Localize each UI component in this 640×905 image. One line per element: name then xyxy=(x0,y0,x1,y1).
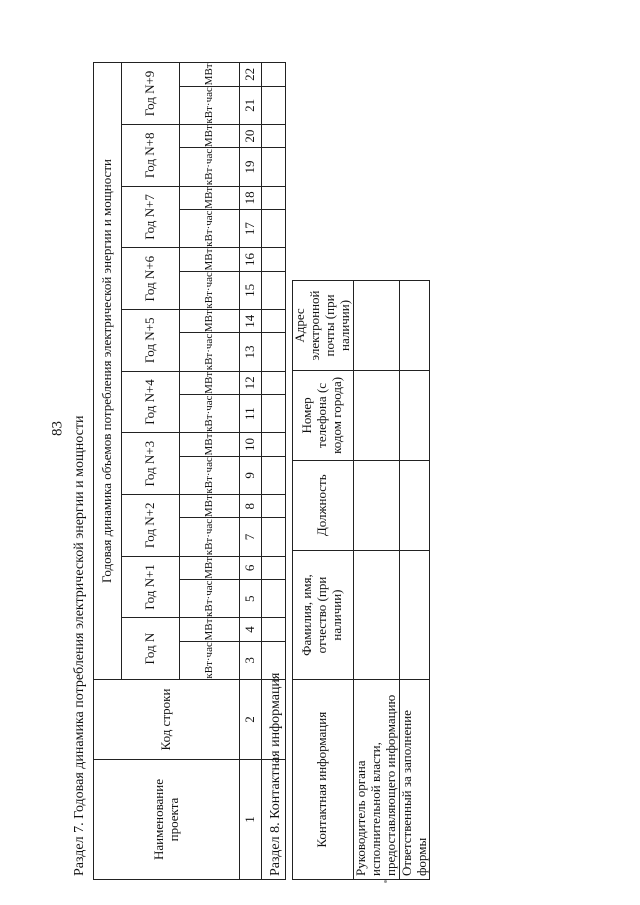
col-number: 21 xyxy=(240,86,262,124)
empty-cell[interactable] xyxy=(262,309,286,332)
unit-energy: кВт·час xyxy=(180,456,240,494)
col-number: 9 xyxy=(240,456,262,494)
col-number: 12 xyxy=(240,371,262,394)
header-position: Должность xyxy=(293,460,354,550)
year-header: Год N+4 xyxy=(122,371,180,433)
unit-energy: кВт·час xyxy=(180,580,240,618)
contact-info-table xyxy=(292,280,430,880)
scan-speck xyxy=(384,880,387,883)
header-full-name: Фамилия, имя, отчество (при наличии) xyxy=(293,550,354,680)
unit-power: МВт xyxy=(180,309,240,332)
unit-power: МВт xyxy=(180,618,240,641)
col-number: 22 xyxy=(240,63,262,87)
year-header: Год N+2 xyxy=(122,494,180,556)
empty-cell[interactable] xyxy=(353,281,399,371)
empty-cell[interactable] xyxy=(262,580,286,618)
empty-cell[interactable] xyxy=(262,186,286,209)
year-header: Год N+3 xyxy=(122,433,180,495)
unit-power: МВт xyxy=(180,248,240,271)
section7-title: Раздел 7. Годовая динамика потребления электрической энергии и мощности xyxy=(72,415,87,876)
col-number: 6 xyxy=(240,556,262,579)
energy-dynamics-table xyxy=(93,62,286,880)
unit-energy: кВт·час xyxy=(180,210,240,248)
year-header: Год N xyxy=(122,618,180,680)
empty-cell[interactable] xyxy=(399,281,430,371)
header-phone: Номер телефона (с кодом города) xyxy=(293,370,354,460)
unit-power: МВт xyxy=(180,63,240,87)
empty-cell[interactable] xyxy=(399,550,430,680)
col-number: 2 xyxy=(240,680,262,760)
empty-cell[interactable] xyxy=(262,456,286,494)
col-number: 16 xyxy=(240,248,262,271)
col-number: 8 xyxy=(240,494,262,517)
header-email: Адрес электронной почты (при наличии) xyxy=(293,281,354,371)
year-header: Год N+6 xyxy=(122,248,180,310)
col-number: 15 xyxy=(240,271,262,309)
col-number: 20 xyxy=(240,124,262,147)
unit-energy: кВт·час xyxy=(180,271,240,309)
row-label-responsible: Ответственный за заполнение формы xyxy=(399,680,430,880)
row-label-head: Руководитель органа исполнительной власти, предоставляющего информацию xyxy=(353,680,399,880)
empty-cell[interactable] xyxy=(262,124,286,147)
col-number: 7 xyxy=(240,518,262,556)
empty-cell[interactable] xyxy=(262,556,286,579)
year-header: Год N+8 xyxy=(122,124,180,186)
empty-cell[interactable] xyxy=(399,370,430,460)
unit-power: МВт xyxy=(180,433,240,456)
unit-power: МВт xyxy=(180,124,240,147)
empty-cell[interactable] xyxy=(262,618,286,641)
empty-cell[interactable] xyxy=(262,433,286,456)
col-number: 13 xyxy=(240,333,262,371)
unit-power: МВт xyxy=(180,556,240,579)
header-contact-info: Контактная информация xyxy=(293,680,354,880)
empty-cell[interactable] xyxy=(262,333,286,371)
section8-title: Раздел 8. Контактная информация xyxy=(268,672,283,876)
empty-cell[interactable] xyxy=(262,271,286,309)
unit-energy: кВт·час xyxy=(180,518,240,556)
unit-energy: кВт·час xyxy=(180,641,240,679)
col-number: 3 xyxy=(240,641,262,679)
header-row-code: Код строки xyxy=(94,680,240,760)
empty-cell[interactable] xyxy=(262,518,286,556)
rotated-page-content xyxy=(50,60,429,880)
year-header: Год N+9 xyxy=(122,63,180,125)
col-number: 17 xyxy=(240,210,262,248)
col-number: 1 xyxy=(240,760,262,880)
col-number: 11 xyxy=(240,395,262,433)
col-number: 4 xyxy=(240,618,262,641)
year-header: Год N+7 xyxy=(122,186,180,248)
unit-energy: кВт·час xyxy=(180,395,240,433)
empty-cell[interactable] xyxy=(262,248,286,271)
page-number: 83 xyxy=(49,421,66,436)
empty-cell[interactable] xyxy=(262,371,286,394)
unit-energy: кВт·час xyxy=(180,333,240,371)
unit-energy: кВт·час xyxy=(180,148,240,186)
header-group: Годовая динамика объемов потребления электрической энергии и мощности xyxy=(94,63,122,680)
col-number: 18 xyxy=(240,186,262,209)
empty-cell[interactable] xyxy=(399,460,430,550)
unit-energy: кВт·час xyxy=(180,86,240,124)
empty-cell[interactable] xyxy=(262,210,286,248)
empty-cell[interactable] xyxy=(353,370,399,460)
empty-cell[interactable] xyxy=(262,148,286,186)
empty-cell[interactable] xyxy=(353,550,399,680)
unit-power: МВт xyxy=(180,494,240,517)
unit-power: МВт xyxy=(180,371,240,394)
header-project-name: Наименование проекта xyxy=(94,760,240,880)
col-number: 14 xyxy=(240,309,262,332)
year-header: Год N+5 xyxy=(122,309,180,371)
empty-cell[interactable] xyxy=(262,86,286,124)
col-number: 10 xyxy=(240,433,262,456)
year-header: Год N+1 xyxy=(122,556,180,618)
col-number: 5 xyxy=(240,580,262,618)
empty-cell[interactable] xyxy=(262,63,286,87)
unit-power: МВт xyxy=(180,186,240,209)
empty-cell[interactable] xyxy=(262,494,286,517)
empty-cell[interactable] xyxy=(262,395,286,433)
col-number: 19 xyxy=(240,148,262,186)
empty-cell[interactable] xyxy=(353,460,399,550)
